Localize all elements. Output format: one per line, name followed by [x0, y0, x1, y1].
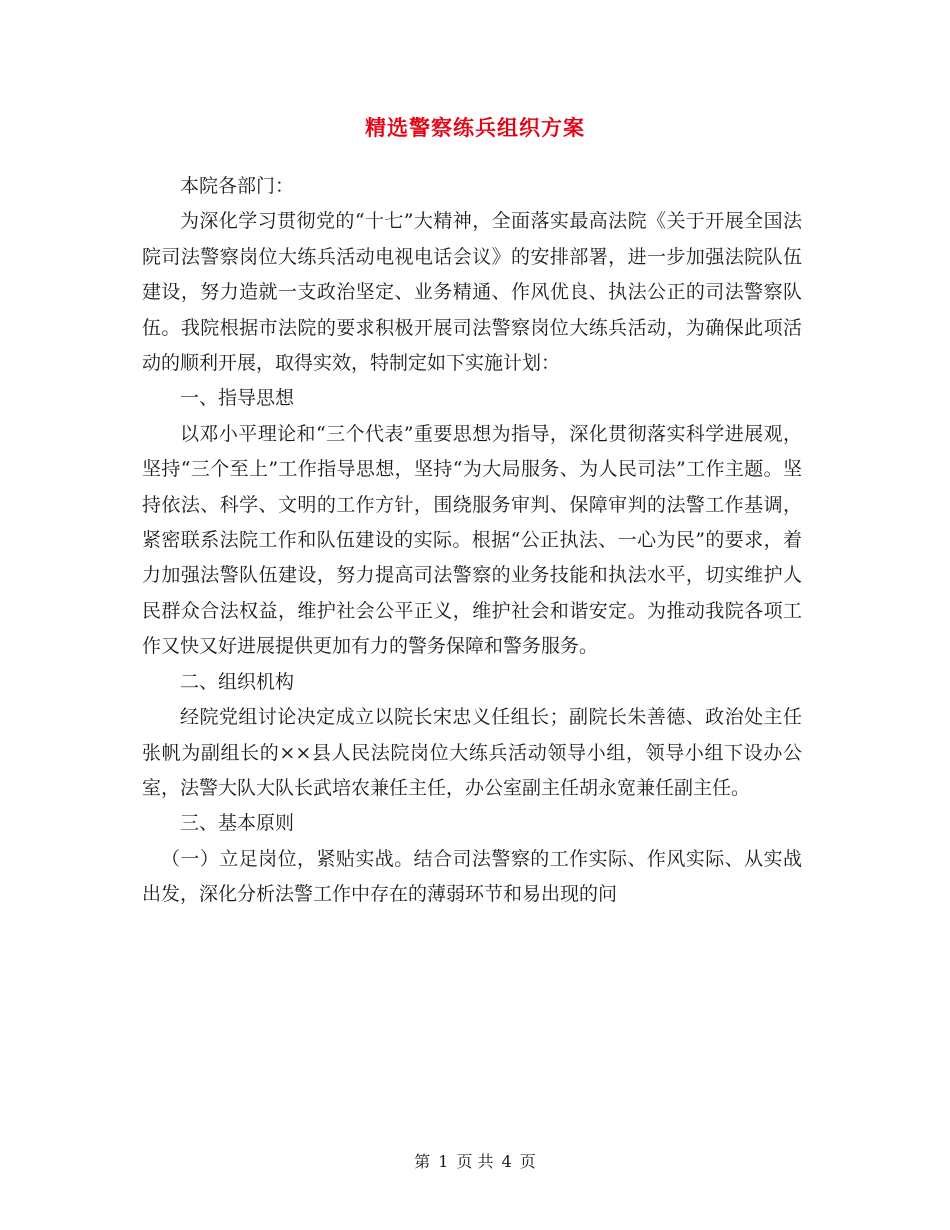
page-label-suffix: 页 [519, 1152, 536, 1171]
section-heading-guiding-ideology: 一、指导思想 [180, 387, 295, 410]
page-label-prefix: 第 [414, 1152, 431, 1171]
document-body [142, 169, 802, 913]
total-pages: 4 [501, 1152, 512, 1171]
page-label-mid: 页 共 [456, 1152, 494, 1171]
document-title: 精选警察练兵组织方案 [365, 115, 585, 140]
salutation: 本院各部门： [180, 175, 295, 197]
page-number: 1 [438, 1152, 449, 1171]
section-heading-basic-principles: 三、基本原则 [180, 812, 295, 835]
guiding-ideology-paragraph: 以邓小平理论和“三个代表”重要思想为指导，深化贯彻落实科学进展观，坚持“三个至上”工作指导思想，坚持“为大局服务、为人民司法”工作主题。坚持依法、科学、文明的工作方针，围绕服务审判、保障审判的法警工作基调，紧密联系法院工作和队伍建设的实际。根据“公正执法、一心为民”的要求，着力加强法警队伍建设，努力提高司法警察的业务技能和执法水平，切实维护人民群众合法权益，维护社会公平正义，维护社会和谐安定。为推动我院各项工作又快又好进展提供更加有力的警务保障和警务服务。 [142, 422, 802, 658]
principle-one-paragraph: （一）立足岗位，紧贴实战。结合司法警察的工作实际、作风实际、从实战出发，深化分析法警工作中存在的薄弱环节和易出现的问 [142, 847, 802, 906]
organization-paragraph: 经院党组讨论决定成立以院长宋忠义任组长；副院长朱善德、政治处主任张帆为副组长的××县人民法院岗位大练兵活动领导小组，领导小组下设办公室，法警大队大队长武培农兼任主任，办公室副主任胡永宽兼任副主任。 [142, 706, 802, 799]
section-heading-organization: 二、组织机构 [180, 670, 295, 693]
intro-paragraph: 为深化学习贯彻党的“十七”大精神，全面落实最高法院《关于开展全国法院司法警察岗位大练兵活动电视电话会议》的安排部署，进一步加强法院队伍建设，努力造就一支政治坚定、业务精通、作风优良、执法公正的司法警察队伍。我院根据市法院的要求积极开展司法警察岗位大练兵活动，为确保此项活动的顺利开展，取得实效，特制定如下实施计划： [142, 210, 802, 375]
page-footer [0, 1150, 950, 1174]
